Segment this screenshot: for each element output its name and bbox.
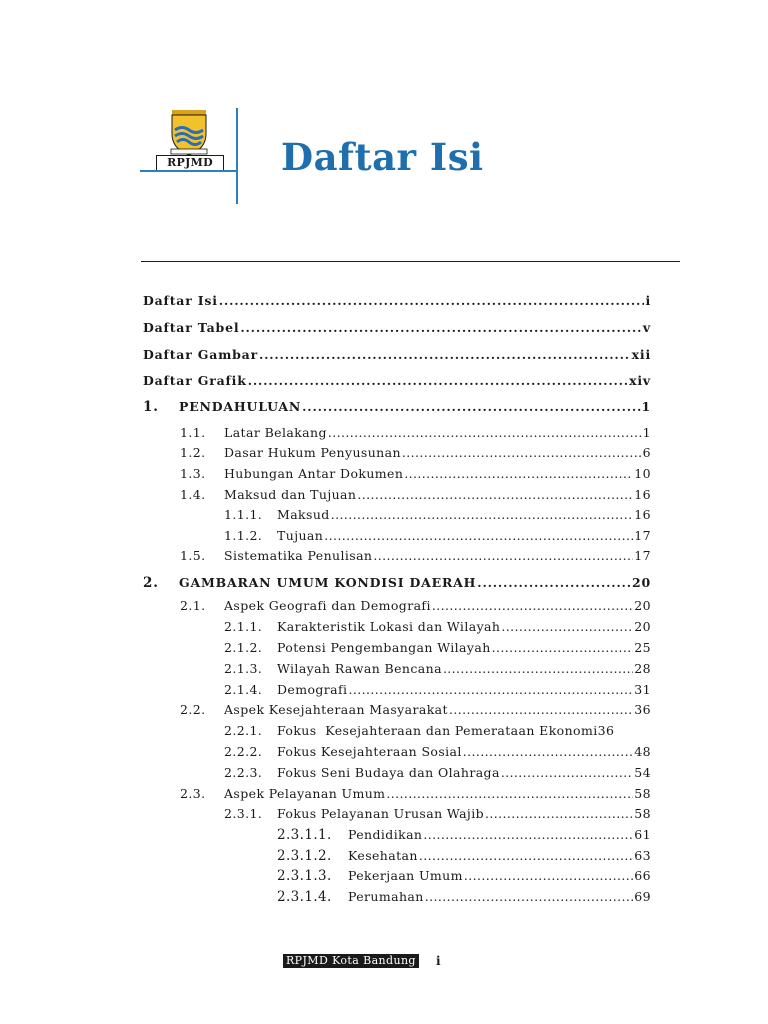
toc-number: 1.1.	[180, 425, 206, 440]
toc-page: 69	[634, 889, 651, 904]
toc-number: 1.2.	[180, 445, 206, 460]
toc-page: 25	[634, 640, 651, 655]
toc-page: 20	[634, 619, 651, 634]
toc-label: Fokus Seni Budaya dan Olahraga	[277, 765, 500, 780]
toc-page: 66	[634, 868, 651, 883]
toc-entry[interactable]	[224, 640, 651, 655]
toc-page: 31	[634, 682, 651, 697]
toc-page: 36	[597, 723, 615, 738]
toc-entry[interactable]	[143, 373, 651, 388]
toc-number: 2.1.2.	[224, 640, 263, 655]
toc-entry[interactable]	[180, 466, 651, 481]
toc-label: Aspek Geografi dan Demografi	[224, 598, 431, 613]
toc-number: 1.5.	[180, 548, 206, 563]
toc-page: 28	[634, 661, 651, 676]
toc-label: Potensi Pengembangan Wilayah	[277, 640, 491, 655]
toc-number: 2.2.3.	[224, 765, 263, 780]
toc-page: 36	[634, 702, 651, 717]
toc-label: Daftar Isi	[143, 293, 218, 308]
toc-number: 2.3.	[180, 786, 206, 801]
toc-number: 1.1.1.	[224, 507, 263, 522]
toc-label: Maksud dan Tujuan	[224, 487, 357, 502]
toc-page: 54	[634, 765, 651, 780]
toc-entry[interactable]	[180, 487, 651, 502]
toc-label: Pekerjaan Umum	[348, 868, 463, 883]
toc-number: 2.2.	[180, 702, 206, 717]
toc-page: v	[642, 320, 651, 335]
toc-label: Fokus Kesejahteraan dan Pemerataan Ekonomi	[277, 723, 598, 738]
toc-page: 1	[642, 425, 651, 440]
toc-number: 2.1.	[180, 598, 206, 613]
toc-number: 1.4.	[180, 487, 206, 502]
toc-label: Kesehatan	[348, 848, 418, 863]
toc-entry[interactable]	[143, 347, 651, 362]
toc-label: Sistematika Penulisan	[224, 548, 373, 563]
toc-label: Tujuan	[277, 528, 324, 543]
toc-number: 2.1.4.	[224, 682, 263, 697]
toc-label: Latar Belakang	[224, 425, 327, 440]
footer-label: RPJMD Kota Bandung	[283, 954, 419, 968]
toc-label: Fokus Kesejahteraan Sosial	[277, 744, 462, 759]
toc-entry[interactable]	[224, 723, 651, 738]
toc-label: PENDAHULUAN	[179, 399, 302, 414]
toc-number: 2.3.1.4.	[277, 889, 332, 905]
toc-entry[interactable]	[224, 528, 651, 543]
toc-entry[interactable]	[143, 293, 651, 308]
toc-entry[interactable]	[224, 619, 651, 634]
toc-number: 2.3.1.1.	[277, 827, 332, 843]
toc-label: Aspek Kesejahteraan Masyarakat	[224, 702, 448, 717]
header-vertical-divider	[236, 108, 238, 204]
toc-number: 1.3.	[180, 466, 206, 481]
kota-bandung-emblem-icon	[165, 108, 213, 156]
toc-label: Daftar Gambar	[143, 347, 258, 362]
logo-label: RPJMD	[156, 155, 224, 171]
toc-label: Hubungan Antar Dokumen	[224, 466, 404, 481]
toc-page: 20	[634, 598, 651, 613]
toc-entry[interactable]	[224, 765, 651, 780]
toc-page: xii	[631, 347, 651, 362]
toc-label: Wilayah Rawan Bencana	[277, 661, 442, 676]
toc-number: 2.2.1.	[224, 723, 263, 738]
toc-label: Daftar Grafik	[143, 373, 247, 388]
toc-page: 16	[634, 507, 651, 522]
toc-page: 20	[632, 575, 651, 590]
toc-chapter[interactable]	[143, 575, 651, 591]
footer-page-number: i	[436, 954, 441, 968]
toc-entry[interactable]	[180, 425, 651, 440]
toc-number: 2.3.1.	[224, 806, 263, 821]
toc-page: 1	[641, 399, 651, 414]
toc-number: 1.	[143, 399, 159, 415]
toc-page: 63	[634, 848, 651, 863]
toc-page: xiv	[629, 373, 651, 388]
toc-entry[interactable]	[180, 445, 651, 460]
toc-entry[interactable]	[224, 661, 651, 676]
toc-label: Pendidikan	[348, 827, 423, 842]
toc-label: Perumahan	[348, 889, 424, 904]
toc-entry[interactable]	[224, 744, 651, 759]
toc-entry[interactable]	[224, 806, 651, 821]
toc-chapter[interactable]	[143, 399, 651, 415]
toc-entry[interactable]	[180, 598, 651, 613]
toc-page: 10	[634, 466, 651, 481]
toc-page: 6	[642, 445, 651, 460]
toc-label: Daftar Tabel	[143, 320, 240, 335]
toc-entry[interactable]	[277, 889, 651, 905]
toc-label: GAMBARAN UMUM KONDISI DAERAH	[179, 575, 477, 590]
toc-number: 2.1.1.	[224, 619, 263, 634]
title-rule	[141, 261, 680, 262]
toc-number: 2.3.1.2.	[277, 848, 332, 864]
toc-page: 58	[634, 786, 651, 801]
toc-label: Demografi	[277, 682, 348, 697]
toc-entry[interactable]	[143, 320, 651, 335]
toc-page: 48	[634, 744, 651, 759]
toc-number: 2.	[143, 575, 159, 591]
toc-entry[interactable]	[180, 548, 651, 563]
toc-number: 2.1.3.	[224, 661, 263, 676]
toc-page: 16	[634, 487, 651, 502]
toc-label: Maksud	[277, 507, 330, 522]
toc-entry[interactable]	[224, 507, 651, 522]
toc-page: 17	[634, 528, 651, 543]
toc-entry[interactable]	[180, 702, 651, 717]
toc-label: Aspek Pelayanan Umum	[224, 786, 386, 801]
toc-entry[interactable]	[277, 848, 651, 864]
toc-page: 17	[634, 548, 651, 563]
toc-number: 1.1.2.	[224, 528, 263, 543]
toc-page: 58	[634, 806, 651, 821]
toc-label: Karakteristik Lokasi dan Wilayah	[277, 619, 501, 634]
toc-number: 2.3.1.3.	[277, 868, 332, 884]
toc-page: 61	[634, 827, 651, 842]
toc-entry[interactable]	[224, 682, 651, 697]
toc-entry[interactable]	[180, 786, 651, 801]
toc-label: Fokus Pelayanan Urusan Wajib	[277, 806, 485, 821]
toc-page: i	[645, 293, 651, 308]
header-horizontal-divider	[140, 170, 238, 172]
toc-number: 2.2.2.	[224, 744, 263, 759]
toc-label: Dasar Hukum Penyusunan	[224, 445, 401, 460]
page-title: Daftar Isi	[281, 135, 484, 179]
toc-entry[interactable]	[277, 868, 651, 884]
toc-entry[interactable]	[277, 827, 651, 843]
